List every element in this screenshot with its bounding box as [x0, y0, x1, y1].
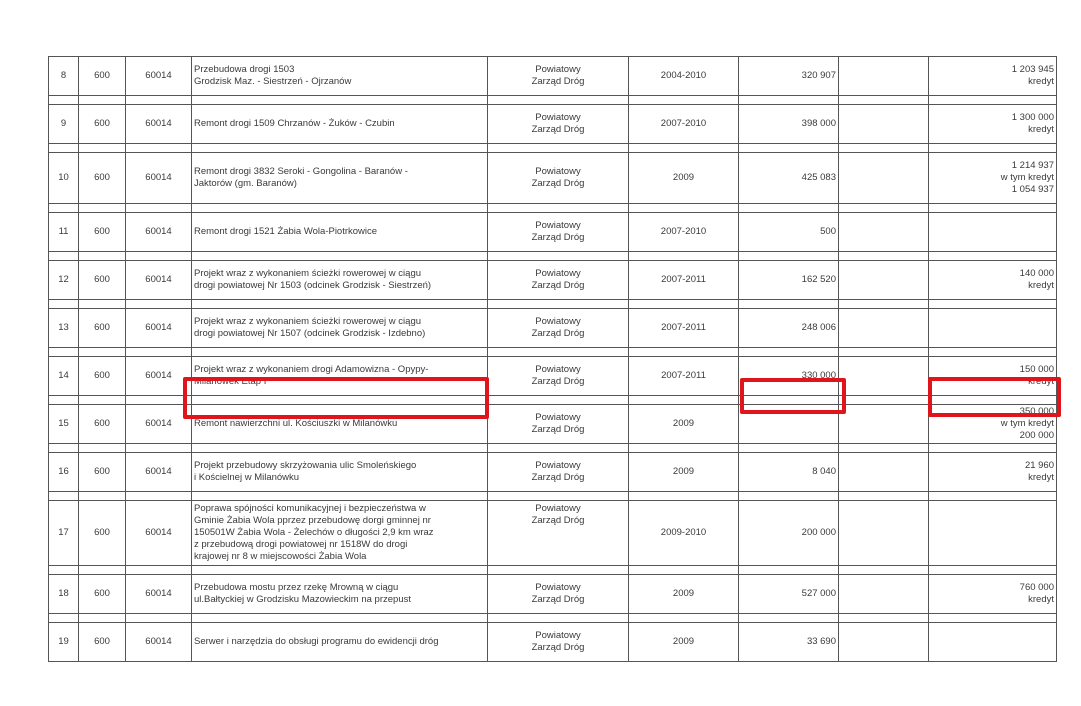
separator-cell [79, 444, 126, 453]
extra-cell [839, 623, 929, 662]
manager-cell: Powiatowy Zarząd Dróg [488, 453, 629, 492]
separator-cell [49, 252, 79, 261]
row-number: 14 [49, 357, 79, 396]
funding-note-cell: 21 960 kredyt [929, 453, 1057, 492]
table-row [49, 213, 1057, 252]
manager-cell: Powiatowy Zarząd Dróg [488, 57, 629, 96]
description-cell: Remont drogi 1509 Chrzanów - Żuków - Czubin [192, 105, 488, 144]
years-cell: 2009 [629, 405, 739, 444]
row-separator [49, 614, 1057, 623]
separator-cell [839, 566, 929, 575]
separator-cell [629, 566, 739, 575]
separator-cell [739, 444, 839, 453]
separator-cell [839, 492, 929, 501]
amount-cell: 33 690 [739, 623, 839, 662]
separator-cell [929, 566, 1057, 575]
description-cell: Remont drogi 1521 Żabia Wola-Piotrkowice [192, 213, 488, 252]
row-separator [49, 252, 1057, 261]
separator-cell [126, 204, 192, 213]
separator-cell [629, 144, 739, 153]
row-number: 13 [49, 309, 79, 348]
dzial-cell: 600 [79, 105, 126, 144]
separator-cell [126, 444, 192, 453]
manager-cell: Powiatowy Zarząd Dróg [488, 213, 629, 252]
funding-note-cell: 150 000 kredyt [929, 357, 1057, 396]
rozdzial-cell: 60014 [126, 623, 192, 662]
manager-cell: Powiatowy Zarząd Dróg [488, 623, 629, 662]
rozdzial-cell: 60014 [126, 309, 192, 348]
separator-cell [192, 300, 488, 309]
manager-cell: Powiatowy Zarząd Dróg [488, 575, 629, 614]
separator-cell [739, 144, 839, 153]
extra-cell [839, 453, 929, 492]
separator-cell [839, 204, 929, 213]
dzial-cell: 600 [79, 261, 126, 300]
separator-cell [126, 396, 192, 405]
separator-cell [839, 252, 929, 261]
dzial-cell: 600 [79, 453, 126, 492]
manager-cell: Powiatowy Zarząd Dróg [488, 309, 629, 348]
row-separator [49, 300, 1057, 309]
extra-cell [839, 357, 929, 396]
funding-note-cell [929, 309, 1057, 348]
separator-cell [839, 300, 929, 309]
years-cell: 2007-2011 [629, 309, 739, 348]
separator-cell [739, 300, 839, 309]
description-cell: Projekt przebudowy skrzyżowania ulic Smoleńskiego i Kościelnej w Milanówku [192, 453, 488, 492]
row-number: 17 [49, 501, 79, 566]
extra-cell [839, 213, 929, 252]
amount-cell: 500 [739, 213, 839, 252]
highlight-box-description [183, 377, 489, 419]
separator-cell [49, 566, 79, 575]
rozdzial-cell: 60014 [126, 213, 192, 252]
separator-cell [839, 144, 929, 153]
manager-cell: Powiatowy Zarząd Dróg [488, 153, 629, 204]
separator-cell [929, 348, 1057, 357]
funding-note-cell: 350 000 w tym kredyt 200 000 [929, 405, 1057, 444]
separator-cell [739, 348, 839, 357]
separator-cell [929, 144, 1057, 153]
separator-cell [929, 204, 1057, 213]
dzial-cell: 600 [79, 213, 126, 252]
row-number: 19 [49, 623, 79, 662]
table-row [49, 105, 1057, 144]
separator-cell [192, 204, 488, 213]
separator-cell [488, 444, 629, 453]
rozdzial-cell: 60014 [126, 575, 192, 614]
separator-cell [839, 96, 929, 105]
extra-cell [839, 309, 929, 348]
dzial-cell: 600 [79, 57, 126, 96]
years-cell: 2007-2011 [629, 357, 739, 396]
budget-table-sheet [48, 56, 1056, 662]
separator-cell [79, 614, 126, 623]
table-row [49, 575, 1057, 614]
separator-cell [488, 144, 629, 153]
manager-cell: Powiatowy Zarząd Dróg [488, 405, 629, 444]
separator-cell [739, 566, 839, 575]
funding-note-cell: 760 000 kredyt [929, 575, 1057, 614]
separator-cell [79, 566, 126, 575]
separator-cell [629, 204, 739, 213]
separator-cell [192, 348, 488, 357]
separator-cell [488, 614, 629, 623]
row-number: 10 [49, 153, 79, 204]
separator-cell [49, 204, 79, 213]
separator-cell [488, 252, 629, 261]
table-row [49, 453, 1057, 492]
description-cell: Serwer i narzędzia do obsługi programu do ewidencji dróg [192, 623, 488, 662]
row-separator [49, 204, 1057, 213]
funding-note-cell: 140 000 kredyt [929, 261, 1057, 300]
years-cell: 2009 [629, 453, 739, 492]
row-number: 16 [49, 453, 79, 492]
separator-cell [79, 144, 126, 153]
rozdzial-cell: 60014 [126, 501, 192, 566]
years-cell: 2007-2011 [629, 261, 739, 300]
funding-note-cell: 1 203 945 kredyt [929, 57, 1057, 96]
separator-cell [126, 492, 192, 501]
highlight-box-note [928, 377, 1061, 417]
separator-cell [629, 348, 739, 357]
description-cell: Poprawa spójności komunikacyjnej i bezpieczeństwa w Gminie Żabia Wola pprzez przebudowę dorgi gminnej nr 150501W Żabia Wola - Żelechów o długości 2,9 km wraz z przebudową drogi powiatowej nr 1518W do drogi krajowej nr 8 w miejscowości Żabia Wola [192, 501, 488, 566]
manager-cell: Powiatowy Zarząd Dróg [488, 501, 629, 566]
description-cell: Przebudowa drogi 1503 Grodzisk Maz. - Siestrzeń - Ojrzanów [192, 57, 488, 96]
separator-cell [192, 96, 488, 105]
rozdzial-cell: 60014 [126, 453, 192, 492]
funding-note-cell: 1 300 000 kredyt [929, 105, 1057, 144]
separator-cell [192, 252, 488, 261]
table-row [49, 261, 1057, 300]
separator-cell [839, 444, 929, 453]
funding-note-cell: 1 214 937 w tym kredyt 1 054 937 [929, 153, 1057, 204]
row-separator [49, 348, 1057, 357]
separator-cell [629, 96, 739, 105]
separator-cell [79, 396, 126, 405]
years-cell: 2004-2010 [629, 57, 739, 96]
amount-cell: 330 000 [739, 357, 839, 396]
separator-cell [929, 96, 1057, 105]
separator-cell [49, 300, 79, 309]
description-cell: Remont drogi 3832 Seroki - Gongolina - Baranów - Jaktorów (gm. Baranów) [192, 153, 488, 204]
row-separator [49, 444, 1057, 453]
rozdzial-cell: 60014 [126, 261, 192, 300]
dzial-cell: 600 [79, 405, 126, 444]
table-row [49, 57, 1057, 96]
separator-cell [49, 348, 79, 357]
separator-cell [79, 252, 126, 261]
amount-cell: 320 907 [739, 57, 839, 96]
separator-cell [929, 300, 1057, 309]
years-cell: 2007-2010 [629, 105, 739, 144]
funding-note-cell [929, 213, 1057, 252]
separator-cell [488, 204, 629, 213]
amount-cell: 527 000 [739, 575, 839, 614]
separator-cell [739, 252, 839, 261]
dzial-cell: 600 [79, 501, 126, 566]
separator-cell [49, 396, 79, 405]
separator-cell [79, 204, 126, 213]
separator-cell [739, 492, 839, 501]
amount-cell: 200 000 [739, 501, 839, 566]
separator-cell [49, 444, 79, 453]
manager-cell: Powiatowy Zarząd Dróg [488, 261, 629, 300]
amount-cell: 8 040 [739, 453, 839, 492]
separator-cell [126, 252, 192, 261]
separator-cell [126, 96, 192, 105]
separator-cell [629, 614, 739, 623]
funding-note-cell [929, 501, 1057, 566]
years-cell: 2009 [629, 153, 739, 204]
separator-cell [49, 144, 79, 153]
years-cell: 2009 [629, 623, 739, 662]
extra-cell [839, 57, 929, 96]
separator-cell [739, 204, 839, 213]
separator-cell [79, 348, 126, 357]
dzial-cell: 600 [79, 153, 126, 204]
years-cell: 2007-2010 [629, 213, 739, 252]
separator-cell [739, 614, 839, 623]
row-number: 15 [49, 405, 79, 444]
row-number: 12 [49, 261, 79, 300]
separator-cell [79, 492, 126, 501]
manager-cell: Powiatowy Zarząd Dróg [488, 105, 629, 144]
description-cell: Projekt wraz z wykonaniem ścieżki rowerowej w ciągu drogi powiatowej Nr 1503 (odcinek Grodzisk - Siestrzeń) [192, 261, 488, 300]
separator-cell [629, 396, 739, 405]
table-row [49, 153, 1057, 204]
dzial-cell: 600 [79, 357, 126, 396]
description-cell: Projekt wraz z wykonaniem drogi Adamowizna - Opypy- Milanówek Etap I [192, 357, 488, 396]
separator-cell [488, 566, 629, 575]
separator-cell [929, 444, 1057, 453]
separator-cell [192, 614, 488, 623]
separator-cell [49, 492, 79, 501]
separator-cell [839, 396, 929, 405]
funding-note-cell [929, 623, 1057, 662]
years-cell: 2009-2010 [629, 501, 739, 566]
separator-cell [629, 252, 739, 261]
description-cell: Przebudowa mostu przez rzekę Mrowną w ciągu ul.Bałtyckiej w Grodzisku Mazowieckim na przepust [192, 575, 488, 614]
separator-cell [488, 348, 629, 357]
years-cell: 2009 [629, 575, 739, 614]
row-number: 9 [49, 105, 79, 144]
manager-cell: Powiatowy Zarząd Dróg [488, 357, 629, 396]
row-separator [49, 492, 1057, 501]
separator-cell [49, 96, 79, 105]
dzial-cell: 600 [79, 575, 126, 614]
separator-cell [629, 300, 739, 309]
row-separator [49, 96, 1057, 105]
separator-cell [126, 300, 192, 309]
separator-cell [192, 444, 488, 453]
row-separator [49, 144, 1057, 153]
separator-cell [192, 566, 488, 575]
extra-cell [839, 105, 929, 144]
rozdzial-cell: 60014 [126, 405, 192, 444]
extra-cell [839, 405, 929, 444]
rozdzial-cell: 60014 [126, 153, 192, 204]
extra-cell [839, 575, 929, 614]
row-separator [49, 566, 1057, 575]
dzial-cell: 600 [79, 623, 126, 662]
table-row [49, 501, 1057, 566]
separator-cell [839, 348, 929, 357]
separator-cell [488, 492, 629, 501]
table-row [49, 623, 1057, 662]
description-cell: Remont nawierzchni ul. Kościuszki w Milanówku [192, 405, 488, 444]
separator-cell [929, 614, 1057, 623]
separator-cell [49, 614, 79, 623]
rozdzial-cell: 60014 [126, 357, 192, 396]
row-number: 11 [49, 213, 79, 252]
highlight-box-amount [740, 378, 846, 414]
separator-cell [488, 300, 629, 309]
separator-cell [839, 614, 929, 623]
extra-cell [839, 153, 929, 204]
extra-cell [839, 261, 929, 300]
rozdzial-cell: 60014 [126, 57, 192, 96]
rozdzial-cell: 60014 [126, 105, 192, 144]
separator-cell [79, 96, 126, 105]
separator-cell [126, 566, 192, 575]
amount-cell: 248 006 [739, 309, 839, 348]
separator-cell [629, 492, 739, 501]
separator-cell [629, 444, 739, 453]
amount-cell: 162 520 [739, 261, 839, 300]
separator-cell [192, 492, 488, 501]
separator-cell [488, 396, 629, 405]
extra-cell [839, 501, 929, 566]
separator-cell [192, 144, 488, 153]
amount-cell: 425 083 [739, 153, 839, 204]
row-number: 8 [49, 57, 79, 96]
investment-table [48, 56, 1057, 662]
separator-cell [929, 492, 1057, 501]
separator-cell [79, 300, 126, 309]
table-row [49, 309, 1057, 348]
separator-cell [929, 252, 1057, 261]
description-cell: Projekt wraz z wykonaniem ścieżki rowerowej w ciągu drogi powiatowej Nr 1507 (odcinek Grodzisk - Izdebno) [192, 309, 488, 348]
separator-cell [126, 144, 192, 153]
dzial-cell: 600 [79, 309, 126, 348]
row-number: 18 [49, 575, 79, 614]
separator-cell [126, 348, 192, 357]
separator-cell [739, 96, 839, 105]
amount-cell: 398 000 [739, 105, 839, 144]
separator-cell [488, 96, 629, 105]
separator-cell [126, 614, 192, 623]
